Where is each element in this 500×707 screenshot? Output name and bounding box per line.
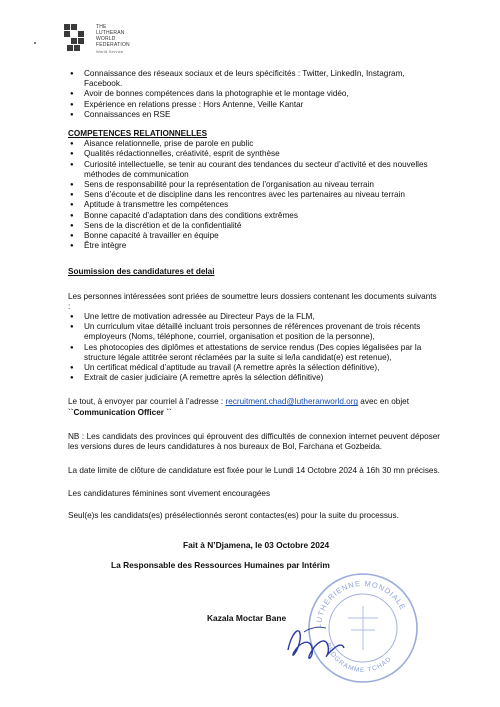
nb-note: NB : Les candidats des provinces qui éprouvent des difficultés de connexion internet peuvent déposer les versions dures de leurs candidatures à nos bureaux de Bol, Farchana et Gozbeida. (68, 431, 440, 452)
skills-list (68, 69, 440, 120)
deadline-text: La date limite de clôture de candidature est fixée pour le Lundi 14 Octobre 2024 à 16h 30 mn précises. (68, 466, 440, 476)
list-item: ● Bonne capacité d’adaptation dans des conditions extrêmes (68, 211, 440, 221)
email-link[interactable]: recruitment.chad@lutheranworld.org (225, 397, 359, 407)
list-item: ● Sens de responsabilité pour la représentation de l’organisation au niveau terrain (68, 180, 440, 190)
list-item: ● Sens de la discrétion et de la confidentialité (68, 221, 440, 231)
list-item: ● Qualités rédactionnelles, créativité, esprit de synthèse (68, 149, 440, 159)
list-item: ● Curiosité intellectuelle, se tenir au courant des tendances du secteur d’activité et des nouvelles méthodes de communication (68, 160, 440, 180)
list-item: ● Expérience en relations presse : Hors Antenne, Veille Kantar (68, 100, 440, 110)
margin-mark (34, 42, 36, 44)
list-item: ● Extrait de casier judiciaire (A remettre après la sélection définitive) (68, 373, 440, 383)
list-item: ● Un certificat médical d’aptitude au travail (A remettre après la sélection définitive), (68, 363, 440, 373)
document-body (68, 69, 440, 521)
place-date: Fait à N’Djamena, le 03 Octobre 2024 (183, 540, 330, 550)
list-item: ● Une lettre de motivation adressée au Directeur Pays de la FLM, (68, 312, 440, 322)
list-item: ● Aptitude à transmettre les compétences (68, 200, 440, 210)
relational-list (68, 139, 440, 251)
list-item: ● Sens d’écoute et de discipline dans les rencontres avec les partenaires au niveau terrain (68, 190, 440, 200)
submission-intro: Les personnes intéressées sont priées de soumettre leurs dossiers contenant les documents suivants : (68, 291, 437, 311)
list-item: ● Les photocopies des diplômes et attestations de service rendus (Des copies légalisées par la structure légale attitrée seront réclamées par la suite si le/la candidat(e) est retenue), (68, 343, 440, 363)
list-item: ● Bonne capacité à travailler en équipe (68, 231, 440, 241)
list-item: ● Connaissance des réseaux sociaux et de leurs spécificités : Twitter, LinkedIn, Instagram, Facebook. (68, 69, 440, 89)
list-item: ● Un curriculum vitae détaillé incluant trois personnes de références provenant de trois récents employeurs (Noms, téléphone, courriel, organisation et position de la personne), (68, 322, 440, 342)
relational-heading: COMPETENCES RELATIONNELLES (68, 129, 208, 139)
list-item: ● Avoir de bonnes compétences dans la photographie et le montage vidéo, (68, 89, 440, 99)
documents-list (68, 312, 440, 383)
women-encouraged-text: Les candidatures féminines sont vivement encouragées (68, 488, 271, 498)
email-subject: ``Communication Officer `` (68, 407, 172, 417)
lwf-logo (64, 24, 130, 55)
send-instructions: Le tout, à envoyer par courriel à l’adresse : recruitment.chad@lutheranworld.org avec en objet ``Communication Officer `` (68, 397, 410, 417)
lwf-cross-icon (64, 24, 92, 52)
logo-wordmark: THE LUTHERAN WORLD FEDERATION World Service (96, 24, 130, 54)
signatory-name: Kazala Moctar Bane (207, 613, 287, 623)
svg-text:LUTHERIENNE MONDIALE: LUTHERIENNE MONDIALE (313, 578, 408, 629)
submission-heading: Soumission des candidatures et delai (68, 267, 215, 277)
handwritten-signature (270, 612, 360, 672)
list-item: ● Être intègre (68, 241, 440, 251)
list-item: ● Connaissances en RSE (68, 110, 440, 120)
list-item: ● Aisance relationnelle, prise de parole en public (68, 139, 440, 149)
shortlist-text: Seul(e)s les candidats(es) présélectionnés seront contactes(es) pour la suite du processus. (68, 510, 399, 520)
svg-text:PROGRAMME TCHAD: PROGRAMME TCHAD (324, 641, 394, 675)
signatory-role: La Responsable des Ressources Humaines par Intérim (111, 560, 330, 570)
